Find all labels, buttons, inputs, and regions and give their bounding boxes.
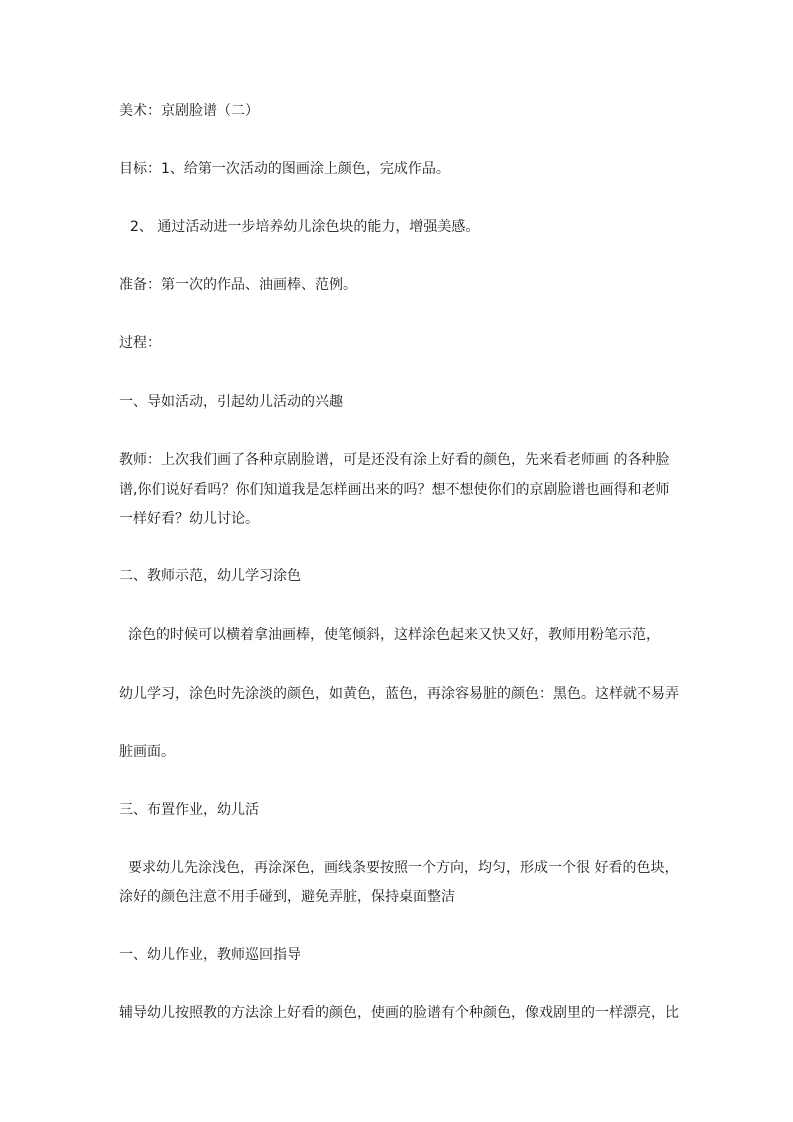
goal-1: 目标：1、给第一次活动的图画涂上颜色，完成作品。	[119, 161, 450, 177]
section-2-text-2-line-1: 幼儿学习，涂色时先涂淡的颜色，如黄色，蓝色，再涂容易脏的颜色：黑色。这样就不易弄	[119, 686, 679, 702]
section-4-heading: 一、幼儿作业，教师巡回指导	[119, 947, 301, 963]
section-2-text-1: 涂色的时候可以横着拿油画棒，使笔倾斜，这样涂色起来又快又好，教师用粉笔示范，	[128, 627, 660, 643]
section-1-text-line-1: 教师：上次我们画了各种京剧脸谱，可是还没有涂上好看的颜色，先来看老师画 的各种脸	[119, 452, 670, 468]
section-4-text-line-1: 辅导幼儿按照教的方法涂上好看的颜色，使画的脸谱有个种颜色，像戏剧里的一样漂亮，比	[119, 1005, 679, 1021]
section-1-heading: 一、导如活动，引起幼儿活动的兴趣	[119, 394, 343, 410]
section-2-text-2-line-2: 脏画面。	[119, 744, 175, 760]
section-1-text-line-2: 谱,你们说好看吗？你们知道我是怎样画出来的吗？想不想使你们的京剧脸谱也画得和老师	[119, 482, 670, 498]
section-3-heading: 三、布置作业，幼儿活	[119, 802, 259, 818]
section-1-text-line-3: 一样好看？幼儿讨论。	[119, 511, 259, 527]
process-label: 过程：	[119, 335, 161, 351]
doc-title: 美术：京剧脸谱（二）	[119, 103, 259, 119]
section-2-heading: 二、教师示范，幼儿学习涂色	[119, 568, 301, 584]
section-3-text-line-1: 要求幼儿先涂浅色，再涂深色，画线条要按照一个方向，均匀，形成一个很 好看的色块，	[128, 860, 679, 876]
preparation: 准备：第一次的作品、油画棒、范例。	[119, 277, 357, 293]
goal-2: 2、 通过活动进一步培养幼儿涂色块的能力，增强美感。	[130, 219, 480, 235]
section-3-text-line-2: 涂好的颜色注意不用手碰到，避免弄脏，保持桌面整洁	[119, 889, 455, 905]
